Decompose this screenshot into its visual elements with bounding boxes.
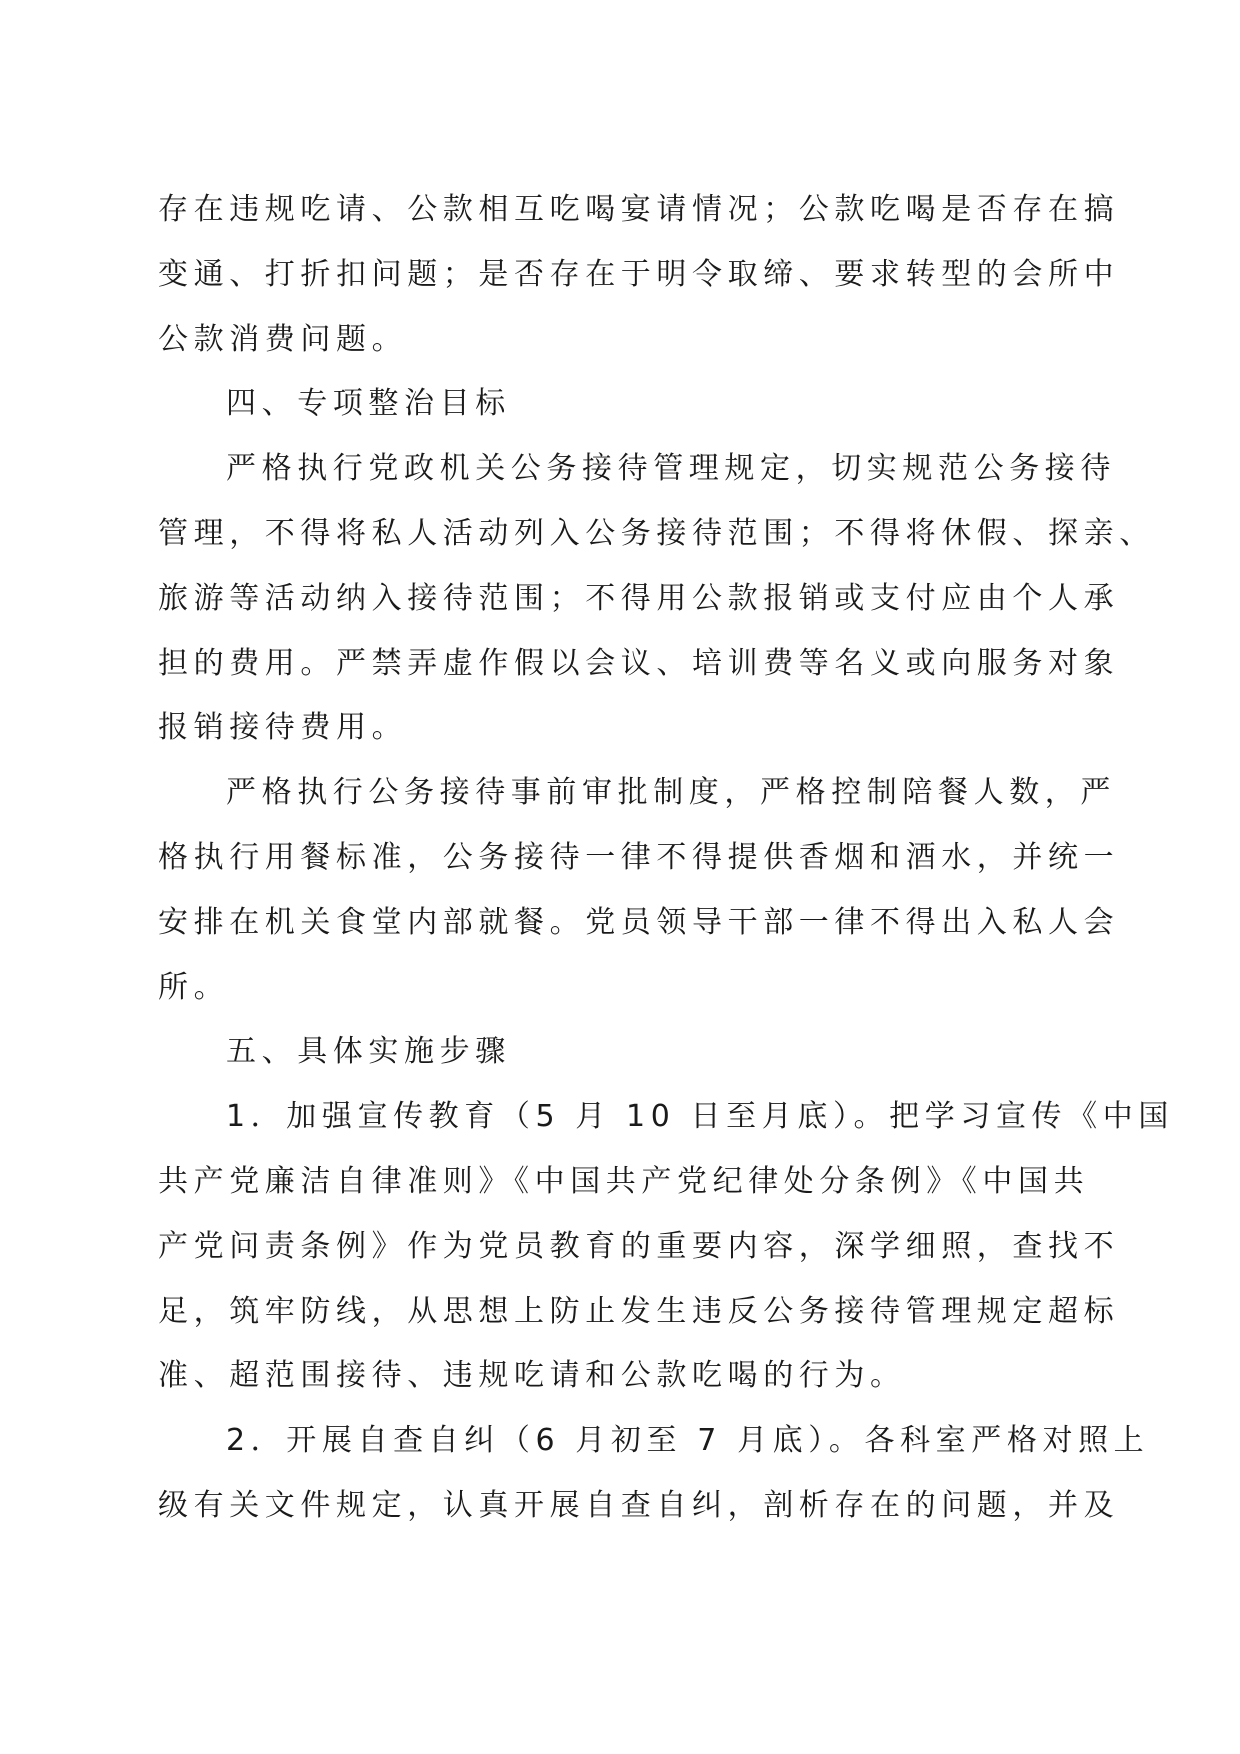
text-line: 1．加强宣传教育（5 月 10 日至月底）。把学习宣传《中国: [226, 1099, 1174, 1135]
text-line: 存在违规吃请、公款相互吃喝宴请情况；公款吃喝是否存在搞: [158, 192, 1120, 227]
text-line: 足，筑牢防线，从思想上防止发生违反公务接待管理规定超标: [158, 1293, 1120, 1329]
text-line: 旅游等活动纳入接待范围；不得用公款报销或支付应由个人承: [158, 580, 1120, 616]
text-line: 管理，不得将私人活动列入公务接待范围；不得将休假、探亲、: [158, 515, 1155, 551]
document-body: [158, 178, 1174, 1539]
text-line: 安排在机关食堂内部就餐。党员领导干部一律不得出入私人会: [158, 904, 1120, 940]
text-line: 级有关文件规定，认真开展自查自纠，剖析存在的问题，并及: [158, 1487, 1120, 1523]
text-line: 准、超范围接待、违规吃请和公款吃喝的行为。: [158, 1358, 906, 1394]
text-line: 报销接待费用。: [158, 710, 408, 746]
text-line: 格执行用餐标准，公务接待一律不得提供香烟和酒水，并统一: [158, 839, 1120, 875]
text-line: 共产党廉洁自律准则》《中国共产党纪律处分条例》《中国共: [158, 1163, 1090, 1199]
text-line: 担的费用。严禁弄虚作假以会议、培训费等名义或向服务对象: [158, 645, 1120, 681]
text-line: 所。: [158, 969, 230, 1005]
text-line: 公款消费问题。: [158, 321, 408, 357]
text-line: 2．开展自查自纠（6 月初至 7 月底）。各科室严格对照上: [226, 1423, 1150, 1459]
text-line: 严格执行公务接待事前审批制度，严格控制陪餐人数，严: [226, 775, 1116, 811]
text-line: 五、具体实施步骤: [226, 1034, 511, 1070]
text-line: 四、专项整治目标: [226, 386, 511, 422]
text-line: 变通、打折扣问题；是否存在于明令取缔、要求转型的会所中: [158, 256, 1120, 292]
text-line: 产党问责条例》作为党员教育的重要内容，深学细照，查找不: [158, 1228, 1120, 1264]
text-line: 严格执行党政机关公务接待管理规定，切实规范公务接待: [226, 451, 1116, 487]
